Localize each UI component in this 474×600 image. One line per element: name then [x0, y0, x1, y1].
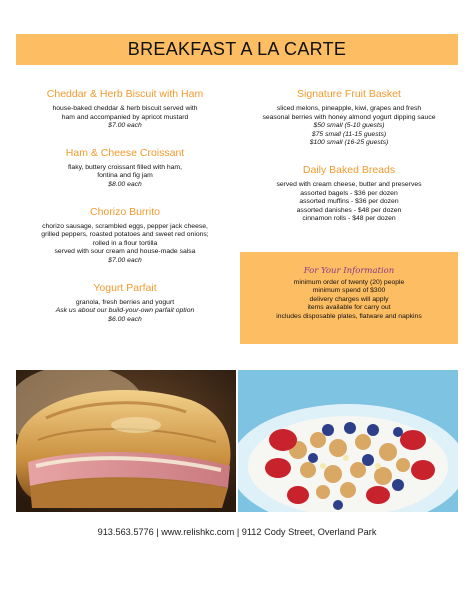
price-line: $6.00 each [108, 315, 142, 323]
menu-section-biscuit [16, 88, 234, 131]
parfait-photo [238, 370, 458, 512]
menu-section-parfait [16, 282, 234, 325]
price-list-line: assorted danishes - $48 per dozen [296, 206, 402, 214]
info-line: items available for carry out [307, 304, 391, 312]
contact-footer: 913.563.5776 | www.relishkc.com | 9112 Cody Street, Overland Park [97, 527, 377, 537]
description-line: rolled in a flour tortilla [92, 239, 158, 247]
info-line: minimum spend of $300 [312, 287, 386, 295]
section-title: Ham & Cheese Croissant [65, 146, 185, 159]
info-line: minimum order of twenty (20) people [293, 279, 405, 286]
price-line: $100 small (16-25 guests) [309, 139, 389, 147]
description-line: fontina and fig jam [97, 172, 153, 180]
section-title: Yogurt Parfait [93, 281, 157, 294]
section-title: Daily Baked Breads [302, 163, 396, 176]
price-list-line: assorted bagels - $36 per dozen [300, 189, 398, 197]
description-line: grilled peppers, roasted potatoes and sweet red onions; [41, 231, 209, 239]
description-line: seasonal berries with honey almond yogurt dipping sauce [262, 113, 436, 121]
price-line: $75 small (11-15 guests) [311, 130, 387, 138]
info-line: delivery charges will apply [309, 295, 389, 303]
description-line: granola, fresh berries and yogurt [75, 298, 175, 306]
price-line: $7.00 each [108, 256, 142, 264]
description-line: chorizo sausage, scrambled eggs, pepper jack cheese, [42, 222, 208, 230]
description-line: sliced melons, pineapple, kiwi, grapes and fresh [276, 105, 422, 112]
description-line: served with sour cream and house-made salsa [54, 248, 196, 256]
price-list-line: cinnamon rolls - $48 per dozen [302, 215, 396, 223]
section-title: Cheddar & Herb Biscuit with Ham [46, 88, 204, 100]
price-line: $8.00 each [108, 180, 142, 188]
info-title: For Your Information [303, 266, 395, 276]
price-line: $7.00 each [108, 122, 142, 130]
price-list-line: assorted muffins - $36 per dozen [299, 198, 399, 206]
description-line: flaky, buttery croissant filled with ham, [68, 163, 182, 171]
left-menu-column [16, 88, 234, 340]
info-box [240, 252, 458, 344]
menu-section-croissant [16, 147, 234, 190]
description-line: house-baked cheddar & herb biscuit served with [52, 105, 198, 112]
price-line: $50 small (5-10 guests) [313, 122, 385, 130]
info-line: includes disposable plates, flatware and napkins [276, 312, 422, 320]
section-title: Signature Fruit Basket [297, 88, 401, 100]
description-line: ham and accompanied by apricot mustard [61, 113, 189, 121]
croissant-photo [16, 370, 236, 512]
menu-section-breads [240, 164, 458, 224]
price-line: Ask us about our build-your-own parfait option [55, 307, 195, 315]
menu-section-burrito [16, 206, 234, 266]
right-menu-column [240, 88, 458, 240]
section-title: Chorizo Burrito [89, 205, 161, 218]
description-line: served with cream cheese, butter and preserves [276, 180, 422, 188]
title-banner [16, 34, 458, 65]
page-title: BREAKFAST A LA CARTE [127, 39, 347, 59]
menu-section-fruit-basket [240, 88, 458, 148]
